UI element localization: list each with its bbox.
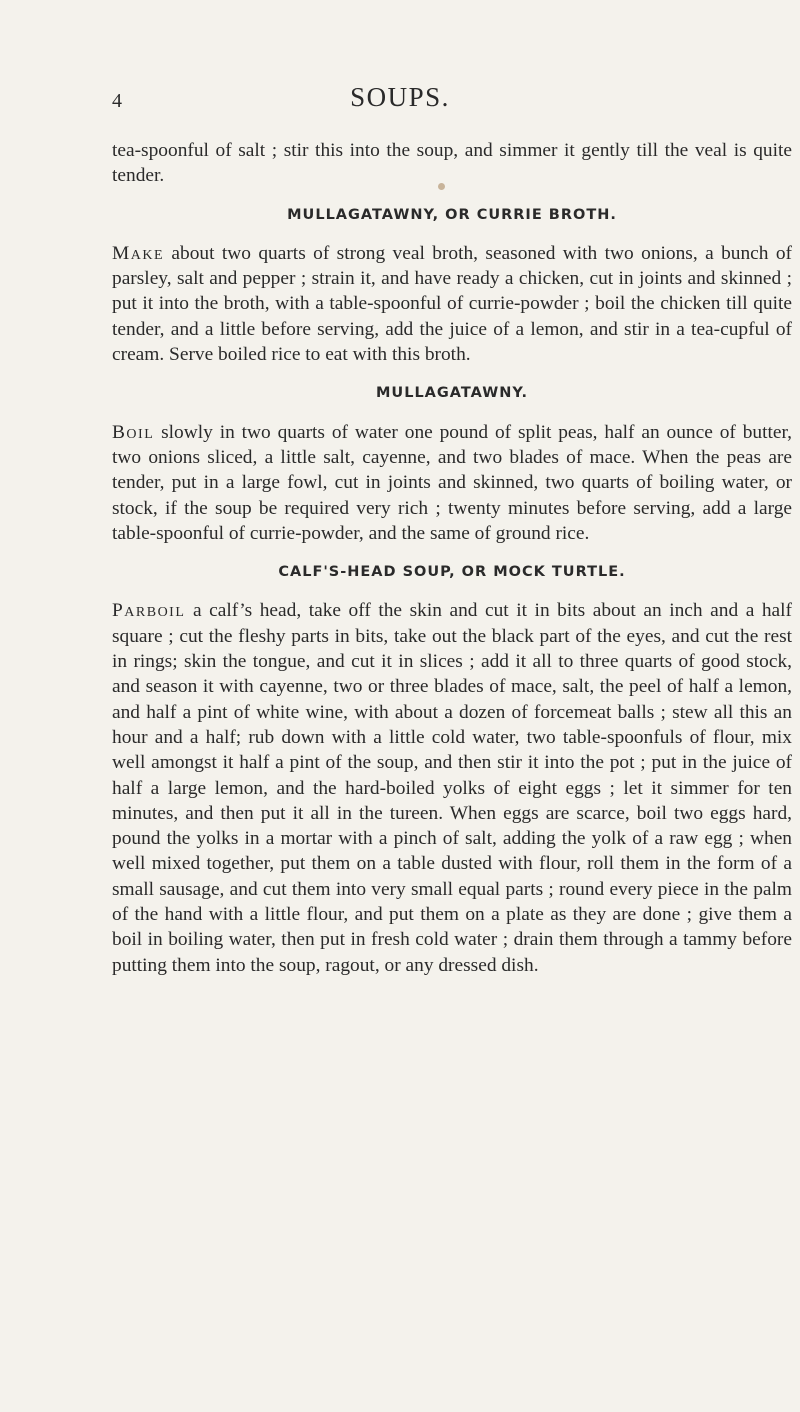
recipe-paragraph-mock-turtle xyxy=(112,598,792,977)
page-number: 4 xyxy=(112,90,122,112)
recipe-lead-word: Parboil xyxy=(112,600,186,622)
recipe-lead-word: Boil xyxy=(112,421,155,443)
recipe-body-text: a calf’s head, take off the skin and cut it in bits about an inch and a half square ; cut the fleshy parts in bits, take out the black part of the eyes, and cut the rest in rings; skin the tongue, and cut it in slices ; add it all to three quarts of good stock, and season it with cayenne, two or three blades of mace, salt, the peel of half a lemon, and half a pint of white wine, with about a dozen of forcemeat balls ; stew all this an hour and a half; rub down with a little cold water, two table-spoonfuls of flour, mix well amongst it half a pint of the soup, and then stir it into the pot ; put in the juice of half a large lemon, and the hard-boiled yolks of eight eggs ; let it simmer for ten minutes, and then put it all in the tureen. When eggs are scarce, boil two eggs hard, pound the yolks in a mortar with a pinch of salt, adding the yolk of a raw egg ; when well mixed together, put them on a table dusted with flour, roll them in the form of a small sausage, and cut them into very small equal parts ; round every piece in the palm of the hand with a little flour, and put them on a plate as they are done ; give them a boil in boiling water, then put in fresh cold water ; drain them through a tammy before putting them into the soup, ragout, or any dressed dish. xyxy=(112,600,792,976)
recipe-heading-mullagatawny: MULLAGATAWNY. xyxy=(376,385,528,402)
recipe-paragraph-mullagatawny xyxy=(112,420,792,546)
recipe-heading-currie-broth: MULLAGATAWNY, OR CURRIE BROTH. xyxy=(287,206,617,223)
recipe-heading-mock-turtle: CALF'S-HEAD SOUP, OR MOCK TURTLE. xyxy=(278,564,626,581)
continuation-paragraph: tea-spoonful of salt ; stir this into the soup, and simmer it gently till the veal is quite tender. xyxy=(112,140,792,187)
recipe-lead-word: Make xyxy=(112,242,165,264)
recipe-body-text: slowly in two quarts of water one pound of split peas, half an ounce of butter, two onions sliced, a little salt, cayenne, and two blades of mace. When the peas are tender, put in a large fowl, cut in joints and skinned, two quarts of boiling water, or stock, if the soup be required very rich ; twenty minutes before serving, add a large table-spoonful of currie-powder, and the same of ground rice. xyxy=(112,421,792,544)
running-title: SOUPS. xyxy=(350,82,450,112)
recipe-body-text: about two quarts of strong veal broth, seasoned with two onions, a bunch of parsley, salt and pepper ; strain it, and have ready a chicken, cut in joints and skinned ; put it into the broth, with a table-spoonful of currie-powder ; boil the chicken till quite tender, and a little before serving, add the juice of a lemon, and stir in a tea-cupful of cream. Serve boiled rice to eat with this broth. xyxy=(112,242,792,366)
recipe-paragraph-currie-broth xyxy=(112,241,792,367)
running-head xyxy=(0,82,800,116)
page-content xyxy=(112,138,792,978)
